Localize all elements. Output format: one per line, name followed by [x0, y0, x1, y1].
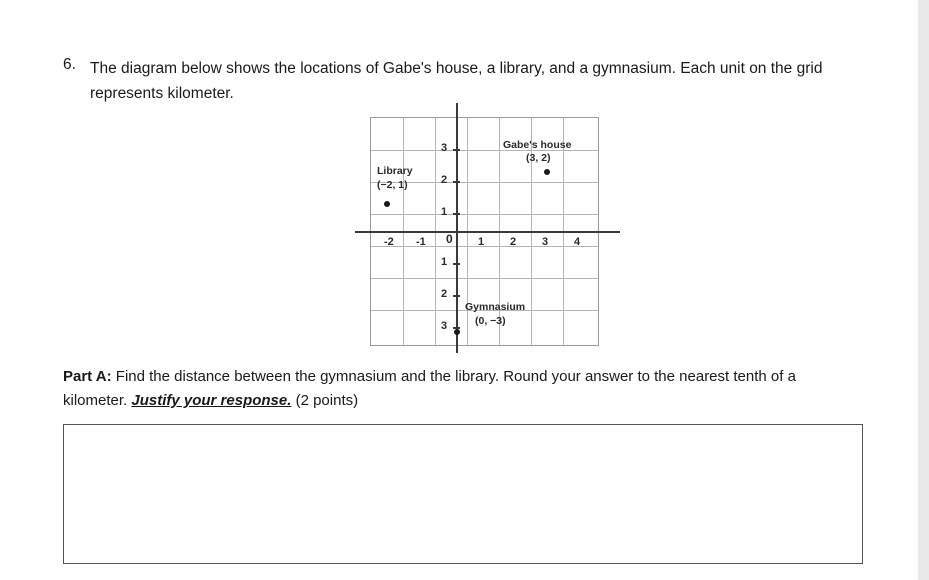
- x-tick-label-4: 4: [574, 236, 581, 248]
- label-gymnasium-coords: (0, −3): [475, 315, 506, 327]
- y-tick-label-2: 2: [441, 174, 448, 186]
- label-library: Library: [377, 165, 413, 177]
- x-tick-label-3: 3: [542, 236, 549, 248]
- x-tick-label-2: 2: [510, 236, 517, 248]
- y-tick-mark: [453, 263, 460, 265]
- y-tick-mark: [453, 213, 460, 215]
- point-library: [384, 201, 390, 207]
- x-axis: [355, 231, 620, 233]
- question-block: [63, 56, 853, 106]
- y-axis: [456, 103, 458, 353]
- grid-line-horizontal: [371, 246, 598, 247]
- y-tick-label-neg3: 3: [441, 320, 448, 332]
- page-right-margin: [918, 0, 929, 580]
- y-tick-mark: [453, 149, 460, 151]
- y-tick-mark: [453, 295, 460, 297]
- coordinate-graph: [355, 103, 620, 353]
- y-tick-label-neg2: 2: [441, 288, 448, 300]
- part-a-points: (2 points): [291, 392, 359, 409]
- label-gymnasium: Gymnasium: [465, 301, 526, 313]
- grid-line-horizontal: [371, 278, 598, 279]
- y-tick-label-1: 1: [441, 206, 448, 218]
- label-gabes-house: Gabe's house: [503, 139, 572, 151]
- x-tick-label-neg2: -2: [384, 236, 394, 248]
- label-gabes-house-coords: (3, 2): [526, 152, 551, 164]
- label-library-coords: (−2, 1): [377, 179, 408, 191]
- part-a-text: Find the distance between the gymnasium and the library. Round your answer to the nearest tenth of a kilometer.: [63, 368, 796, 409]
- question-number: 6.: [63, 56, 76, 73]
- part-a-label: Part A:: [63, 368, 112, 385]
- x-tick-label-neg1: -1: [416, 236, 426, 248]
- x-tick-label-1: 1: [478, 236, 485, 248]
- grid-line-horizontal: [371, 214, 598, 215]
- y-tick-label-neg1: 1: [441, 256, 448, 268]
- point-gymnasium: [454, 329, 460, 335]
- point-gabes-house: [544, 169, 550, 175]
- part-a-prompt: [63, 365, 863, 413]
- justify-response-text: Justify your response.: [131, 392, 292, 409]
- y-tick-label-3: 3: [441, 142, 448, 154]
- origin-label: 0: [446, 232, 453, 246]
- question-text: The diagram below shows the locations of Gabe's house, a library, and a gymnasium. Each unit on the grid represents kilometer.: [90, 60, 823, 102]
- y-tick-mark: [453, 181, 460, 183]
- answer-box[interactable]: [63, 424, 863, 564]
